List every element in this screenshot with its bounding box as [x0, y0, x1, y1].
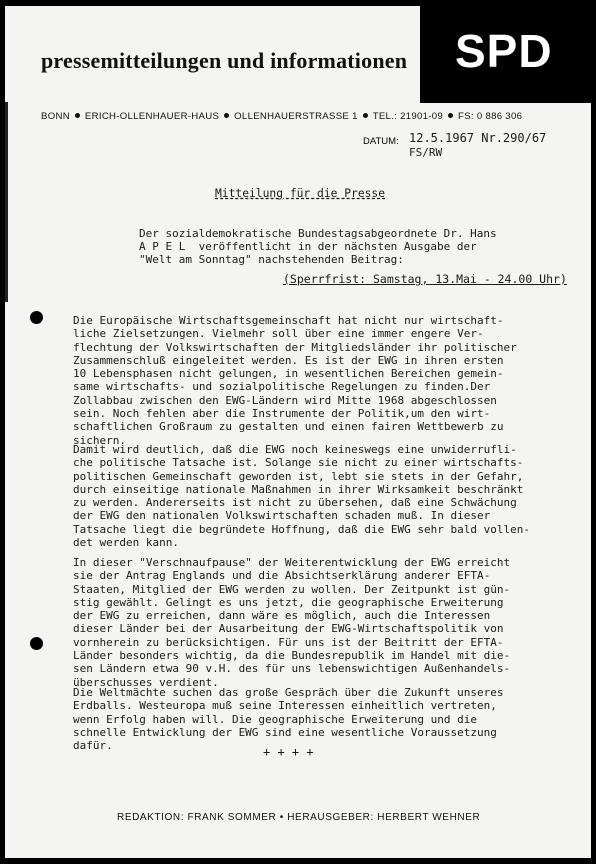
punch-hole [30, 637, 43, 650]
spd-logo: SPD [455, 25, 553, 77]
address-city: BONN [41, 111, 70, 122]
masthead-title: pressemitteilungen und informationen [41, 48, 408, 73]
address-telex: FS: 0 886 306 [458, 111, 523, 122]
address-street: OLLENHAUERSTRASSE 1 [234, 111, 358, 122]
bullet-icon [448, 113, 453, 118]
press-release-page [5, 6, 591, 858]
intro-text: Der sozialdemokratische Bundestagsabgeordnete Dr. Hans A P E L veröffentlicht in der nächsten Ausgabe der "Welt am Sonntag" nachstehenden Beitrag: [139, 227, 497, 266]
bullet-icon [224, 113, 229, 118]
datum-label: DATUM: [363, 136, 399, 147]
scan-edge-mark [5, 102, 8, 302]
bullet-icon [75, 113, 80, 118]
reference-initials: FS/RW [409, 146, 443, 159]
embargo-notice: (Sperrfrist: Samstag, 13.Mai - 24.00 Uhr) [283, 272, 567, 286]
address-line [41, 111, 522, 122]
end-mark: + + + + [263, 745, 314, 759]
address-phone: TEL.: 21901-09 [372, 111, 444, 122]
address-building: ERICH-OLLENHAUER-HAUS [84, 111, 220, 122]
datum-value: 12.5.1967 Nr.290/67 [409, 131, 547, 145]
punch-hole [30, 311, 43, 324]
body-paragraph: Die Weltmächte suchen das große Gespräch über die Zukunft unseres Erdballs. Westeuropa muß seine Interessen einheitlich vertreten, wenn Erfolg haben will. Die geographische Erweiterung und die schnelle Entwicklung der EWG sind eine wesentliche Voraussetzung dafür. [73, 686, 504, 753]
body-paragraph: Die Europäische Wirtschaftsgemeinschaft hat nicht nur wirtschaft- liche Zielsetzungen. Vielmehr soll über eine immer engere Ver- flechtung der Volkswirtschaften der Mitgliedsländer ihr politischer Zusammenschluß eingeleitet werden. Es ist der EWG in ihren ersten 10 Lebensphasen nicht gelungen, in wesentlichen Bereichen gemein- same wirtschafts- und sozialpolitische Regelungen zu finden.Der Zollabbau zwischen den EWG-Ländern wird Mitte 1968 abgeschlossen sein. Noch fehlen aber die Instrumente der Politik,um den wirt- schaftlichen Großraum zu gestalten und einen fairen Wettbewerb zu sichern. [73, 314, 517, 447]
body-paragraph: In dieser "Verschnaufpause" der Weiterentwicklung der EWG erreicht sie der Antrag Englands und die Absichtserklärung anderer EFTA- Staaten, Mitglied der EWG werden zu wollen. Der Zeitpunkt ist gün- stig gewählt. Gelingt es uns jetzt, die geographische Erweiterung der EWG zu erreichen, dann wäre es möglich, auch die Interessen dieser Länder bei der Ausarbeitung der EWG-Wirtschaftspolitik von vornherein zu berücksichtigen. Für uns ist der Beitritt der EFTA- Länder besonders wichtig, da die Bundesrepublik im Handel mit die- sen Ländern etwa 90 v.H. des für uns lebenswichtigen Außenhandels- überschusses verdient. [73, 556, 511, 689]
body-paragraph: Damit wird deutlich, daß die EWG noch keineswegs eine unwiderrufli- che politische Tatsache ist. Solange sie nicht zu einer wirtschafts- politischen Gemeinschaft geworden ist, lebt sie stets in der Gefahr, durch einseitige nationale Maßnahmen in ihrer Wirksamkeit beschränkt zu werden. Andererseits ist nicht zu übersehen, daß eine Schwächung der EWG den nationalen Volkswirtschaften schaden muß. In dieser Tatsache liegt die begründete Hoffnung, daß die EWG sehr bald vollen- det werden kann. [73, 443, 530, 550]
document-title: Mitteilung für die Presse [215, 187, 386, 200]
bullet-icon [363, 113, 368, 118]
editorial-footer: REDAKTION: FRANK SOMMER • HERAUSGEBER: HERBERT WEHNER [117, 812, 481, 823]
